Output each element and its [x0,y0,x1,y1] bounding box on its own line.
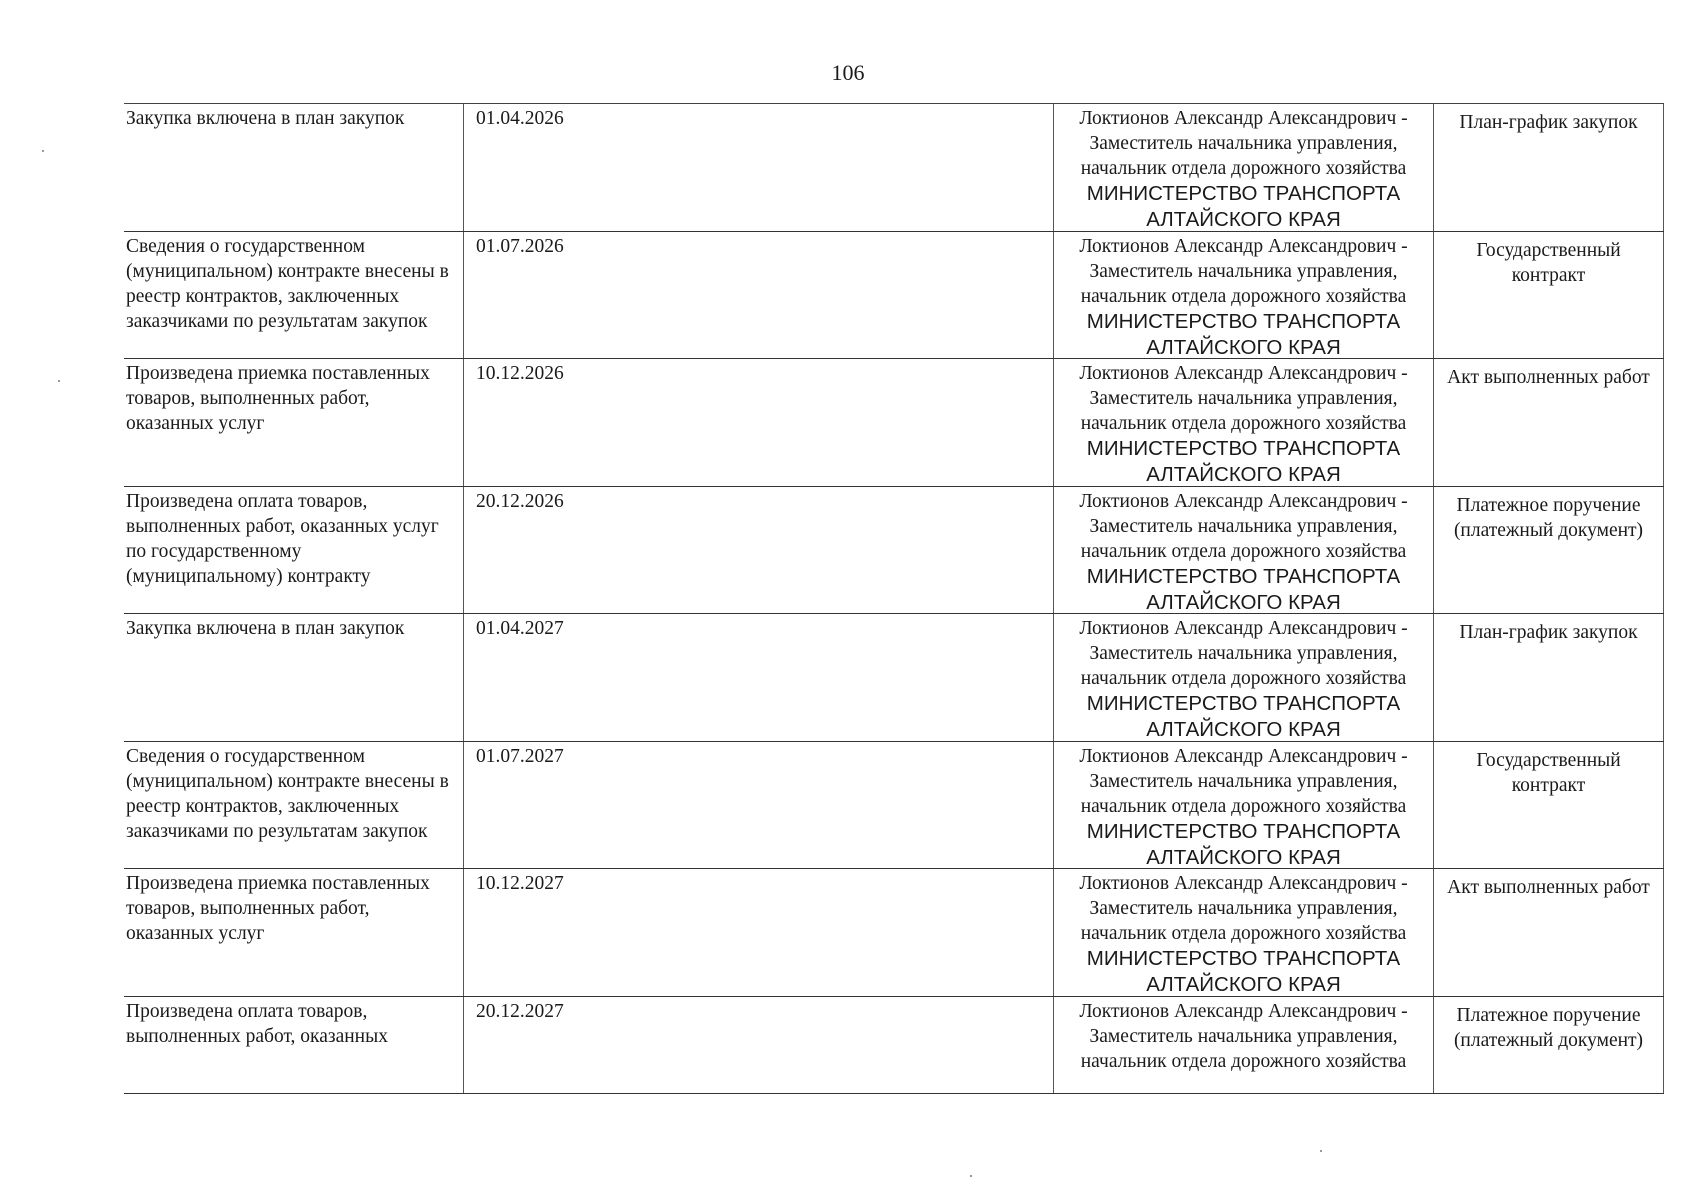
responsible-department: начальник отдела дорожного хозяйства [1080,668,1407,689]
responsible-department: начальник отдела дорожного хозяйства [1080,158,1407,179]
document-cell: План-график закупок [1434,614,1664,741]
responsible-cell [1054,232,1434,359]
table-row [124,232,1664,360]
table-row [124,359,1664,487]
blank-cell [754,742,1054,869]
responsible-organization: МИНИСТЕРСТВО ТРАНСПОРТА АЛТАЙСКОГО КРАЯ [1086,819,1401,868]
blank-cell [754,614,1054,741]
blank-cell [754,487,1054,614]
responsible-department: начальник отдела дорожного хозяйства [1080,795,1407,817]
responsible-title: Заместитель начальника управления, [1089,515,1398,537]
responsible-name: Локтионов Александр Александрович - [1079,235,1408,257]
responsible-title: Заместитель начальника управления, [1089,1025,1398,1047]
blank-cell [754,869,1054,996]
responsible-cell [1054,997,1434,1093]
responsible-title: Заместитель начальника управления, [1089,898,1398,919]
event-cell: Сведения о государственном (муниципальном) контракте внесены в реестр контрактов, заключенных заказчиками по результатам закупок [124,742,464,869]
scan-speck [58,380,60,382]
responsible-department: начальник отдела дорожного хозяйства [1080,540,1407,562]
table-row [124,104,1664,232]
responsible-name: Локтионов Александр Александрович - [1079,490,1408,512]
responsible-cell [1054,487,1434,614]
event-cell: Произведена приемка поставленных товаров, выполненных работ, оказанных услуг [124,359,464,486]
responsible-organization: МИНИСТЕРСТВО ТРАНСПОРТА АЛТАЙСКОГО КРАЯ [1086,182,1401,231]
responsible-name: Локтионов Александр Александрович - [1079,108,1408,129]
responsible-organization: МИНИСТЕРСТВО ТРАНСПОРТА АЛТАЙСКОГО КРАЯ [1086,309,1401,358]
event-cell: Закупка включена в план закупок [124,104,464,231]
table-row [124,614,1664,742]
date-cell: 01.07.2027 [476,745,564,767]
responsible-department: начальник отдела дорожного хозяйства [1080,923,1407,944]
responsible-organization: МИНИСТЕРСТВО ТРАНСПОРТА АЛТАЙСКОГО КРАЯ [1086,692,1401,741]
date-cell: 20.12.2026 [476,490,564,512]
date-cell: 01.04.2027 [476,618,564,639]
date-cell: 20.12.2027 [476,1000,564,1022]
responsible-department: начальник отдела дорожного хозяйства [1080,413,1407,434]
responsible-title: Заместитель начальника управления, [1089,643,1398,664]
responsible-organization: МИНИСТЕРСТВО ТРАНСПОРТА АЛТАЙСКОГО КРАЯ [1086,947,1401,996]
date-cell: 01.07.2026 [476,235,564,257]
table-row [124,997,1664,1094]
responsible-department: начальник отдела дорожного хозяйства [1080,285,1407,307]
responsible-cell [1054,742,1434,869]
responsible-title: Заместитель начальника управления, [1089,133,1398,154]
scan-speck [1320,1150,1322,1152]
responsible-title: Заместитель начальника управления, [1089,770,1398,792]
event-cell: Закупка включена в план закупок [124,614,464,741]
table-row [124,742,1664,870]
scan-speck [970,1175,972,1177]
document-cell: Платежное поручение (платежный документ) [1434,487,1664,614]
responsible-organization: МИНИСТЕРСТВО ТРАНСПОРТА АЛТАЙСКОГО КРАЯ [1086,564,1401,613]
document-cell: Платежное поручение (платежный документ) [1434,997,1664,1093]
document-cell: План-график закупок [1434,104,1664,231]
blank-cell [754,997,1054,1093]
date-cell: 10.12.2027 [476,873,564,894]
responsible-organization: МИНИСТЕРСТВО ТРАНСПОРТА АЛТАЙСКОГО КРАЯ [1086,437,1401,486]
blank-cell [754,232,1054,359]
event-cell: Произведена приемка поставленных товаров, выполненных работ, оказанных услуг [124,869,464,996]
responsible-department: начальник отдела дорожного хозяйства [1080,1050,1407,1072]
responsible-cell [1054,104,1434,231]
page-number: 106 [831,60,865,85]
responsible-name: Локтионов Александр Александрович - [1079,1000,1408,1022]
responsible-name: Локтионов Александр Александрович - [1079,618,1408,639]
document-cell: Акт выполненных работ [1434,869,1664,996]
date-cell: 01.04.2026 [476,108,564,129]
responsible-title: Заместитель начальника управления, [1089,260,1398,282]
schedule-table [124,104,1664,1094]
responsible-name: Локтионов Александр Александрович - [1079,363,1408,384]
document-cell: Акт выполненных работ [1434,359,1664,486]
responsible-cell [1054,614,1434,741]
table-row [124,487,1664,615]
responsible-title: Заместитель начальника управления, [1089,388,1398,409]
date-cell: 10.12.2026 [476,363,564,384]
table-row [124,869,1664,997]
event-cell: Произведена оплата товаров, выполненных работ, оказанных [124,997,464,1093]
event-cell: Сведения о государственном (муниципальном) контракте внесены в реестр контрактов, заключенных заказчиками по результатам закупок [124,232,464,359]
document-cell: Государственный контракт [1434,232,1664,359]
responsible-name: Локтионов Александр Александрович - [1079,873,1408,894]
responsible-name: Локтионов Александр Александрович - [1079,745,1408,767]
scan-speck [42,150,44,152]
blank-cell [754,104,1054,231]
responsible-cell [1054,869,1434,996]
document-cell: Государственный контракт [1434,742,1664,869]
blank-cell [754,359,1054,486]
event-cell: Произведена оплата товаров, выполненных работ, оказанных услуг по государственному (муниципальному) контракту [124,487,464,614]
responsible-cell [1054,359,1434,486]
